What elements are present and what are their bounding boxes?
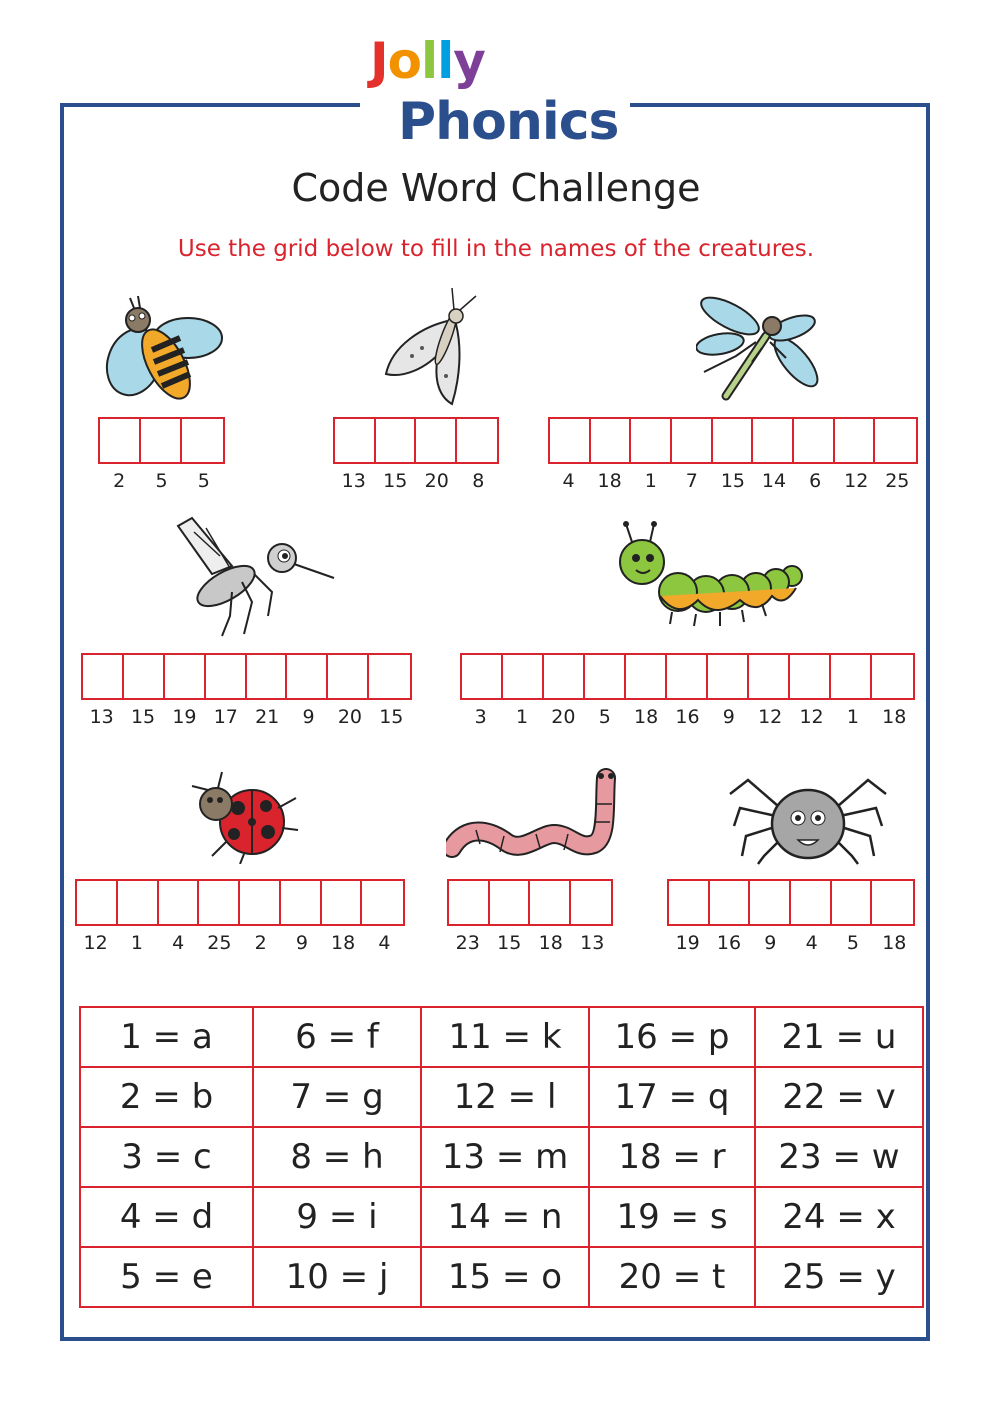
letter-box[interactable] xyxy=(199,881,240,924)
code-key-cell: 16 = p xyxy=(589,1007,755,1067)
code-numbers-moth xyxy=(333,470,499,492)
letter-box[interactable] xyxy=(544,655,585,698)
code-numbers-spider xyxy=(667,932,915,954)
letter-box[interactable] xyxy=(503,655,544,698)
code-key-cell: 12 = l xyxy=(421,1067,589,1127)
code-key-cell: 19 = s xyxy=(589,1187,755,1247)
letter-box[interactable] xyxy=(124,655,165,698)
code-number: 4 xyxy=(378,932,391,954)
code-number: 20 xyxy=(424,470,449,492)
letter-box[interactable] xyxy=(449,881,490,924)
code-key-cell: 1 = a xyxy=(80,1007,253,1067)
code-number: 23 xyxy=(455,932,480,954)
code-number: 4 xyxy=(562,470,575,492)
code-number: 2 xyxy=(113,470,126,492)
code-key-row xyxy=(80,1247,923,1307)
code-number: 1 xyxy=(846,706,859,728)
answer-boxes-worm xyxy=(447,879,613,926)
letter-box[interactable] xyxy=(240,881,281,924)
code-key-cell: 13 = m xyxy=(421,1127,589,1187)
letter-box[interactable] xyxy=(585,655,626,698)
letter-box[interactable] xyxy=(530,881,571,924)
letter-box[interactable] xyxy=(794,419,835,462)
code-number: 20 xyxy=(337,706,363,728)
code-number: 15 xyxy=(130,706,156,728)
code-key-cell: 9 = i xyxy=(253,1187,421,1247)
letter-box[interactable] xyxy=(750,881,791,924)
letter-box[interactable] xyxy=(182,419,223,462)
letter-box[interactable] xyxy=(626,655,667,698)
letter-box[interactable] xyxy=(831,655,872,698)
code-number: 5 xyxy=(846,932,860,954)
code-numbers-ladybird xyxy=(75,932,405,954)
code-number: 5 xyxy=(598,706,611,728)
letter-box[interactable] xyxy=(749,655,790,698)
code-number: 12 xyxy=(844,470,869,492)
code-number: 18 xyxy=(331,932,356,954)
code-number: 19 xyxy=(172,706,197,728)
code-number: 15 xyxy=(383,470,408,492)
answer-boxes-spider xyxy=(667,879,915,926)
ladybird-icon xyxy=(182,768,302,864)
answer-boxes-caterpillar xyxy=(460,653,915,700)
code-number: 18 xyxy=(538,932,563,954)
code-number: 14 xyxy=(761,470,787,492)
code-number: 12 xyxy=(799,706,824,728)
letter-box[interactable] xyxy=(667,655,708,698)
letter-box[interactable] xyxy=(322,881,363,924)
letter-box[interactable] xyxy=(335,419,376,462)
letter-box[interactable] xyxy=(206,655,247,698)
code-number: 15 xyxy=(497,932,522,954)
letter-box[interactable] xyxy=(591,419,632,462)
code-number: 25 xyxy=(885,470,910,492)
code-numbers-mosquito xyxy=(81,706,412,728)
code-number: 1 xyxy=(644,470,657,492)
code-key-cell: 10 = j xyxy=(253,1247,421,1307)
code-numbers-dragonfly xyxy=(548,470,918,492)
letter-box[interactable] xyxy=(710,881,751,924)
code-key-table xyxy=(79,1006,924,1308)
code-number: 1 xyxy=(130,932,143,954)
mosquito-icon xyxy=(172,512,338,638)
letter-box[interactable] xyxy=(832,881,873,924)
answer-boxes-dragonfly xyxy=(548,417,918,464)
code-number: 8 xyxy=(472,470,485,492)
letter-box[interactable] xyxy=(159,881,200,924)
code-number: 5 xyxy=(155,470,168,492)
code-number: 6 xyxy=(809,470,822,492)
letter-box[interactable] xyxy=(713,419,754,462)
code-key-cell: 2 = b xyxy=(80,1067,253,1127)
letter-box[interactable] xyxy=(571,881,611,924)
code-number: 13 xyxy=(89,706,114,728)
code-key-row xyxy=(80,1187,923,1247)
letter-box[interactable] xyxy=(100,419,141,462)
page-title: Code Word Challenge xyxy=(291,166,701,210)
code-number: 12 xyxy=(758,706,783,728)
letter-box[interactable] xyxy=(490,881,531,924)
code-number: 12 xyxy=(83,932,108,954)
letter-box[interactable] xyxy=(328,655,369,698)
code-number: 15 xyxy=(720,470,746,492)
letter-box[interactable] xyxy=(790,655,831,698)
letter-box[interactable] xyxy=(835,419,876,462)
code-key-cell: 15 = o xyxy=(421,1247,589,1307)
code-number: 4 xyxy=(805,932,818,954)
letter-box[interactable] xyxy=(141,419,182,462)
code-key-cell: 5 = e xyxy=(80,1247,253,1307)
bee-icon xyxy=(104,292,228,410)
code-key-cell: 3 = c xyxy=(80,1127,253,1187)
code-number: 13 xyxy=(341,470,366,492)
code-number: 9 xyxy=(302,706,315,728)
code-number: 5 xyxy=(197,470,210,492)
jolly-phonics-logo xyxy=(360,32,630,164)
code-key-cell: 24 = x xyxy=(755,1187,923,1247)
worm-icon xyxy=(446,764,622,864)
code-key-cell: 21 = u xyxy=(755,1007,923,1067)
answer-boxes-ladybird xyxy=(75,879,405,926)
code-number: 21 xyxy=(255,706,280,728)
letter-box[interactable] xyxy=(872,881,913,924)
code-key-cell: 25 = y xyxy=(755,1247,923,1307)
letter-box[interactable] xyxy=(791,881,832,924)
code-key-cell: 20 = t xyxy=(589,1247,755,1307)
letter-box[interactable] xyxy=(118,881,159,924)
letter-box[interactable] xyxy=(369,655,410,698)
code-number: 17 xyxy=(213,706,238,728)
letter-box[interactable] xyxy=(165,655,206,698)
code-key-cell: 14 = n xyxy=(421,1187,589,1247)
code-number: 15 xyxy=(379,706,404,728)
code-number: 18 xyxy=(634,706,659,728)
letter-box[interactable] xyxy=(669,881,710,924)
code-key-cell: 6 = f xyxy=(253,1007,421,1067)
letter-box[interactable] xyxy=(708,655,749,698)
code-number: 18 xyxy=(882,932,907,954)
code-key-cell: 7 = g xyxy=(253,1067,421,1127)
letter-box[interactable] xyxy=(753,419,794,462)
code-key-cell: 18 = r xyxy=(589,1127,755,1187)
code-key-row xyxy=(80,1127,923,1187)
letter-box[interactable] xyxy=(77,881,118,924)
answer-boxes-mosquito xyxy=(81,653,412,700)
code-key-cell: 17 = q xyxy=(589,1067,755,1127)
letter-box[interactable] xyxy=(462,655,503,698)
letter-box[interactable] xyxy=(247,655,288,698)
code-key-cell: 11 = k xyxy=(421,1007,589,1067)
code-key-cell: 23 = w xyxy=(755,1127,923,1187)
code-key-cell: 8 = h xyxy=(253,1127,421,1187)
code-number: 16 xyxy=(675,706,700,728)
code-number: 3 xyxy=(474,706,487,728)
logo-phonics-text: Phonics xyxy=(398,92,619,152)
code-number: 16 xyxy=(716,932,742,954)
code-key-row xyxy=(80,1007,923,1067)
letter-box[interactable] xyxy=(457,419,497,462)
letter-box[interactable] xyxy=(362,881,403,924)
code-number: 1 xyxy=(515,706,529,728)
code-numbers-worm xyxy=(447,932,613,954)
code-key-cell: 4 = d xyxy=(80,1187,253,1247)
letter-box[interactable] xyxy=(631,419,672,462)
code-number: 9 xyxy=(295,932,308,954)
letter-box[interactable] xyxy=(550,419,591,462)
answer-boxes-moth xyxy=(333,417,499,464)
code-numbers-bee xyxy=(98,470,225,492)
code-number: 4 xyxy=(172,932,185,954)
code-number: 18 xyxy=(882,706,907,728)
letter-box[interactable] xyxy=(83,655,124,698)
code-key-row xyxy=(80,1067,923,1127)
letter-box[interactable] xyxy=(875,419,916,462)
letter-box[interactable] xyxy=(376,419,417,462)
letter-box[interactable] xyxy=(287,655,328,698)
letter-box[interactable] xyxy=(872,655,913,698)
letter-box[interactable] xyxy=(416,419,457,462)
code-numbers-caterpillar xyxy=(460,706,915,728)
code-number: 18 xyxy=(597,470,622,492)
code-number: 19 xyxy=(675,932,700,954)
code-number: 9 xyxy=(722,706,735,728)
code-number: 20 xyxy=(551,706,576,728)
letter-box[interactable] xyxy=(281,881,322,924)
code-number: 13 xyxy=(580,932,605,954)
dragonfly-icon xyxy=(696,292,830,410)
letter-box[interactable] xyxy=(672,419,713,462)
code-number: 25 xyxy=(207,932,232,954)
code-number: 2 xyxy=(254,932,267,954)
code-number: 7 xyxy=(685,470,698,492)
moth-icon xyxy=(382,286,482,408)
code-number: 9 xyxy=(764,932,777,954)
logo-jolly-text: Jolly xyxy=(370,32,485,90)
caterpillar-icon xyxy=(612,516,812,632)
answer-boxes-bee xyxy=(98,417,225,464)
spider-icon xyxy=(728,766,888,866)
instruction-text: Use the grid below to fill in the names of the creatures. xyxy=(177,236,815,262)
code-key-cell: 22 = v xyxy=(755,1067,923,1127)
